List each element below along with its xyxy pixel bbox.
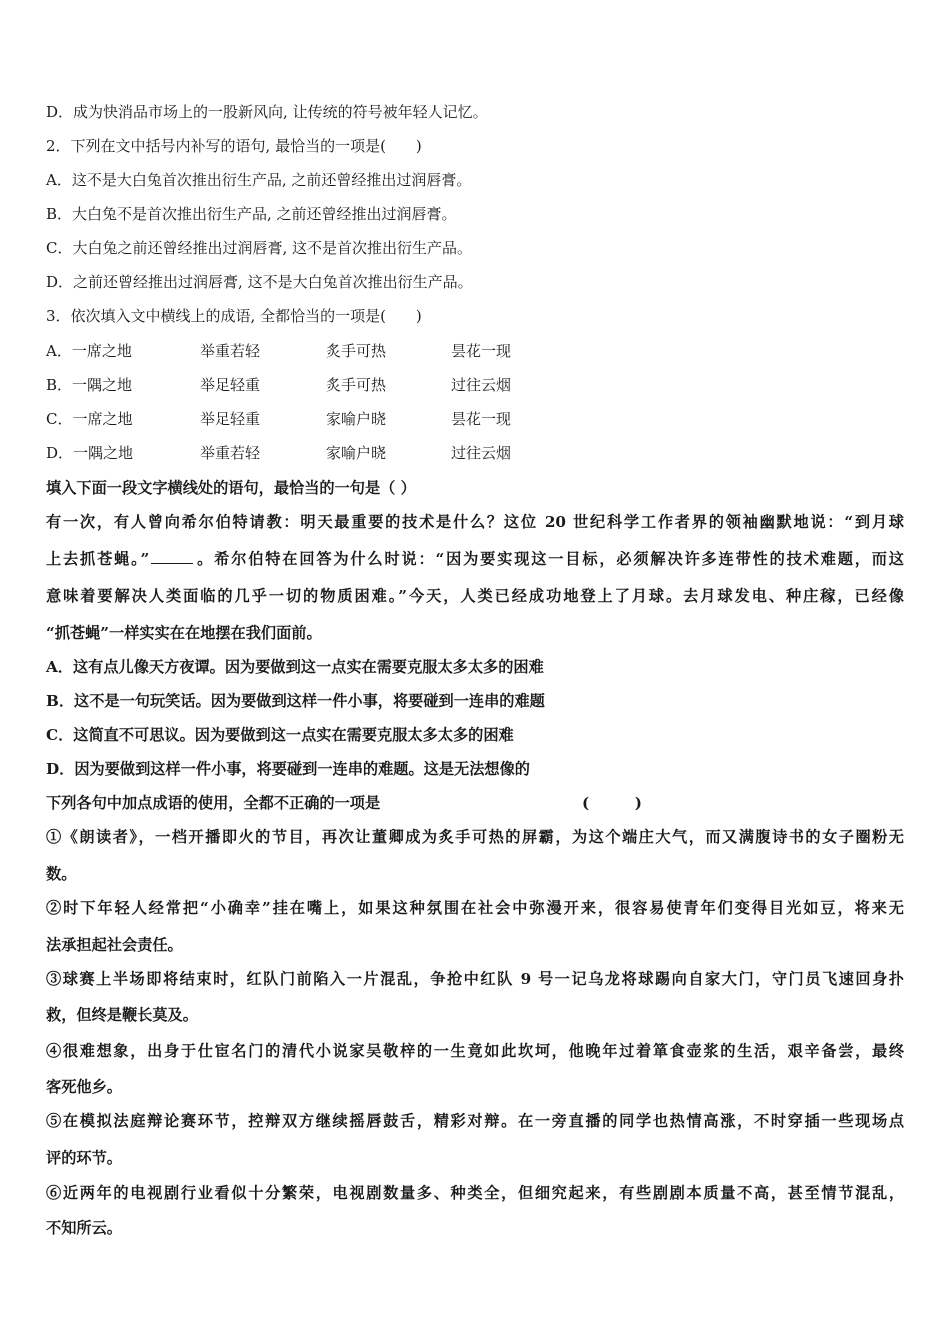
q4-passage-line-1: 有一次，有人曾向希尔伯特请教：明天最重要的技术是什么？这位 20 世纪科学工作者界的领袖幽默地说：“到月球 (46, 513, 904, 531)
q3-option-c-word4: 昙花一现 (451, 410, 512, 428)
q5-sentence-4-line-2: 客死他乡。 (46, 1078, 122, 1096)
q5-stem: 下列各句中加点成语的使用，全都不正确的一项是 (46, 794, 381, 812)
q3-option-c (46, 408, 646, 430)
q1-option-d: D．成为快消品市场上的一股新风向, 让传统的符号被年轻人记忆。 (46, 103, 488, 121)
q4-option-d: D．因为要做到这样一件小事，将要碰到一连串的难题。这是无法想像的 (46, 760, 530, 778)
q3-option-d-word2: 举重若轻 (200, 444, 261, 462)
q5-sentence-6-line-1: ⑥近两年的电视剧行业看似十分繁荣，电视剧数量多、种类全，但细究起来，有些剧剧本质量不高，甚至情节混乱， (46, 1184, 904, 1202)
q3-option-a-word3: 炙手可热 (326, 342, 387, 360)
q3-option-a-word2: 举重若轻 (200, 342, 261, 360)
q2-option-b: B．大白兔不是首次推出衍生产品, 之前还曾经推出过润唇膏。 (46, 205, 457, 223)
q2-option-d: D．之前还曾经推出过润唇膏, 这不是大白兔首次推出衍生产品。 (46, 273, 473, 291)
q4-option-c: C．这简直不可思议。因为要做到这一点实在需要克服太多太多的困难 (46, 726, 514, 744)
fill-in-blank (151, 549, 193, 564)
q5-sentence-2-line-2: 法承担起社会责任。 (46, 936, 183, 954)
q3-option-d-word3: 家喻户晓 (326, 444, 387, 462)
q3-option-c-word2: 举足轻重 (200, 410, 261, 428)
q4-option-b: B．这不是一句玩笑话。因为要做到这样一件小事，将要碰到一连串的难题 (46, 692, 545, 710)
q4-passage-line-4: “抓苍蝇”一样实实在在地摆在我们面前。 (46, 624, 322, 642)
q4-passage-line-2 (46, 548, 904, 570)
q3-option-c-word3: 家喻户晓 (326, 410, 387, 428)
q5-sentence-5-line-1: ⑤在模拟法庭辩论赛环节，控辩双方继续摇唇鼓舌，精彩对辩。在一旁直播的同学也热情高涨，不时穿插一些现场点 (46, 1112, 904, 1130)
q3-option-a-word1: A．一席之地 (46, 342, 132, 360)
q2-option-a: A．这不是大白兔首次推出衍生产品, 之前还曾经推出过润唇膏。 (46, 171, 472, 189)
q3-option-b-word1: B．一隅之地 (46, 376, 133, 394)
q4-passage-line-3: 意味着要解决人类面临的几乎一切的物质困难。”今天，人类已经成功地登上了月球。去月球发电、种庄稼，已经像 (46, 587, 904, 605)
q4-passage-line-2-after: 。希尔伯特在回答为什么时说：“因为要实现这一目标，必须解决许多连带性的技术难题，而这 (195, 550, 904, 568)
q5-stem-line (46, 792, 746, 814)
q3-option-a (46, 340, 646, 362)
q5-sentence-1-line-2: 数。 (46, 865, 77, 883)
q5-sentence-3-line-1: ③球赛上半场即将结束时，红队门前陷入一片混乱，争抢中红队 9 号一记乌龙将球踢向自家大门，守门员飞速回身扑 (46, 970, 904, 988)
q5-sentence-4-line-1: ④很难想象，出身于仕宦名门的清代小说家吴敬梓的一生竟如此坎坷，他晚年过着箪食壶浆的生活，艰辛备尝，最终 (46, 1042, 904, 1060)
q3-option-b-word3: 炙手可热 (326, 376, 387, 394)
q3-option-b-word4: 过往云烟 (451, 376, 512, 394)
q2-stem: 2．下列在文中括号内补写的语句, 最恰当的一项是( ) (46, 137, 422, 155)
q3-option-c-word1: C．一席之地 (46, 410, 133, 428)
q3-option-d-word4: 过往云烟 (451, 444, 512, 462)
q3-option-a-word4: 昙花一现 (451, 342, 512, 360)
q4-passage-line-2-before: 上去抓苍蝇。” (46, 550, 150, 568)
q5-sentence-1-line-1: ①《朗读者》，一档开播即火的节目，再次让董卿成为炙手可热的屏霸，为这个端庄大气，而又满腹诗书的女子圈粉无 (46, 828, 904, 846)
q3-option-b-word2: 举足轻重 (200, 376, 261, 394)
q3-stem: 3．依次填入文中横线上的成语, 全都恰当的一项是( ) (46, 307, 422, 325)
q4-stem: 填入下面一段文字横线处的语句，最恰当的一句是（ ） (46, 479, 416, 497)
q3-option-d (46, 442, 646, 464)
q5-sentence-6-line-2: 不知所云。 (46, 1219, 122, 1237)
q5-sentence-5-line-2: 评的环节。 (46, 1149, 122, 1167)
q3-option-d-word1: D．一隅之地 (46, 444, 134, 462)
q5-sentence-2-line-1: ②时下年轻人经常把“小确幸”挂在嘴上，如果这种氛围在社会中弥漫开来，很容易使青年们变得目光如豆，将来无 (46, 899, 904, 917)
q2-option-c: C．大白兔之前还曾经推出过润唇膏, 这不是首次推出衍生产品。 (46, 239, 473, 257)
q3-option-b (46, 374, 646, 396)
answer-parentheses: ( ) (582, 794, 642, 812)
q5-sentence-3-line-2: 救，但终是鞭长莫及。 (46, 1006, 198, 1024)
q4-option-a: A．这有点儿像天方夜谭。因为要做到这一点实在需要克服太多太多的困难 (46, 658, 544, 676)
